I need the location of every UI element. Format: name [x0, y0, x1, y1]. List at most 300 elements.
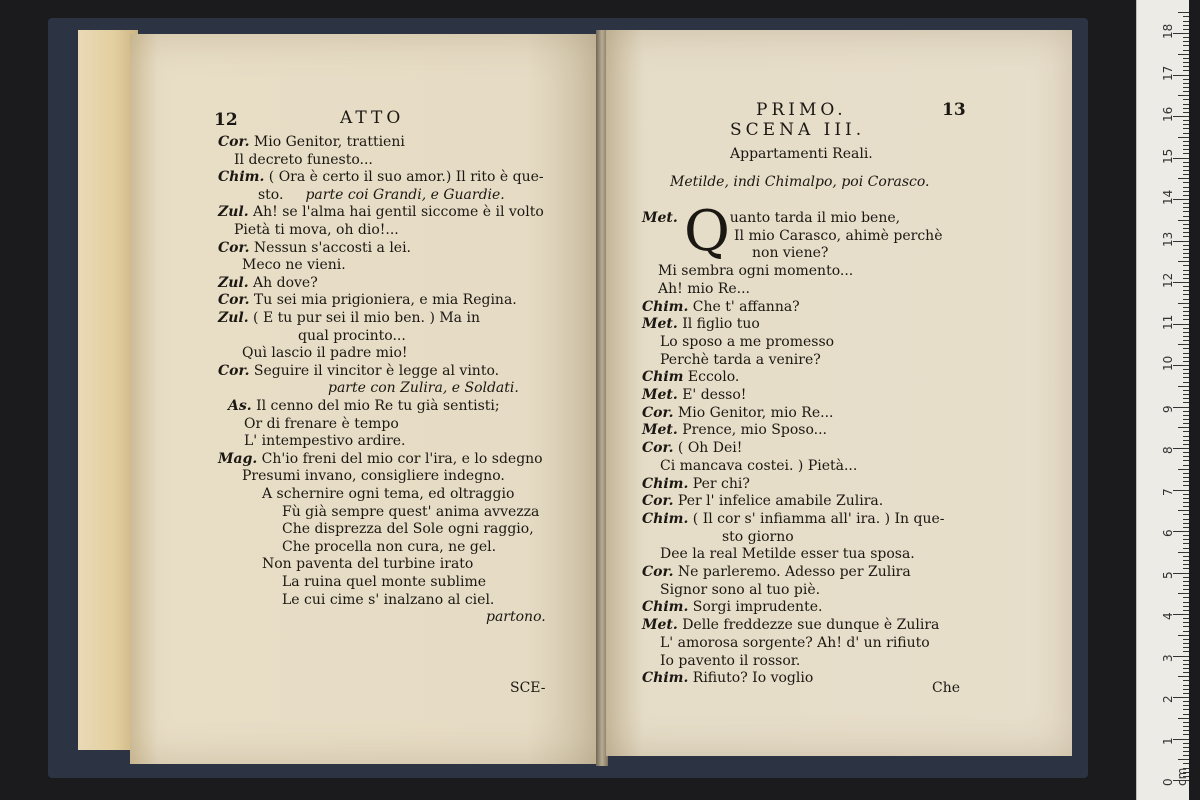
ruler-tick [1183, 50, 1189, 51]
ruler-tick [1183, 373, 1189, 374]
speaker-name: Chim. [642, 670, 689, 687]
ruler-tick [1183, 348, 1189, 349]
line-text: sto giorno [722, 528, 794, 545]
ruler-tick [1183, 622, 1189, 623]
text-line [218, 204, 544, 220]
page-number: 13 [942, 100, 966, 120]
text-line [218, 275, 318, 291]
text-line [242, 257, 346, 273]
ruler-tick [1183, 58, 1189, 59]
ruler-label: 1 [1161, 736, 1175, 745]
ruler-tick [1183, 207, 1189, 208]
line-text: Che t' affanna? [688, 298, 800, 315]
ruler-tick [1183, 299, 1189, 300]
ruler-tick [1183, 315, 1189, 316]
ruler-tick [1183, 606, 1189, 607]
ruler-label: 14 [1161, 189, 1175, 205]
ruler-tick [1178, 427, 1189, 428]
speaker-name: Cor. [218, 239, 250, 256]
speaker-name: Chim. [642, 510, 689, 527]
line-text: Mio Genitor, mio Re... [673, 404, 834, 421]
ruler-tick [1183, 664, 1189, 665]
ruler-tick [1183, 83, 1189, 84]
text-line [660, 635, 930, 651]
ruler-tick [1183, 357, 1189, 358]
speaker-name: Met. [642, 617, 678, 634]
text-line [642, 511, 945, 527]
ruler-label: 12 [1161, 272, 1175, 288]
line-text: Pietà ti mova, oh dio!... [234, 222, 399, 238]
ruler-tick [1183, 166, 1189, 167]
ruler-tick [1183, 224, 1189, 225]
text-line [642, 316, 760, 332]
ruler-tick [1183, 257, 1189, 258]
line-text: Che disprezza del Sole ogni raggio, [282, 521, 534, 538]
ruler-tick [1183, 91, 1189, 92]
ruler-tick [1183, 626, 1189, 627]
ruler-tick [1173, 282, 1189, 283]
speaker-name: As. [228, 398, 252, 414]
text-line [642, 387, 746, 403]
line-text: Ci mancava costei. ) Pietà... [660, 457, 858, 474]
line-text: Sorgi imprudente. [688, 599, 823, 616]
ruler-tick [1183, 527, 1189, 528]
ruler-tick [1183, 16, 1189, 17]
ruler-tick [1183, 141, 1189, 142]
line-text: Seguire il vincitor è legge al vinto. [249, 362, 500, 379]
ruler-tick [1183, 705, 1189, 706]
line-text: Il mio Carasco, ahimè perchè [734, 227, 943, 244]
right-page [606, 30, 1072, 756]
ruler-tick [1183, 228, 1189, 229]
line-text: ( Oh Dei! [673, 440, 743, 457]
ruler-tick [1183, 112, 1189, 113]
ruler-tick [1183, 502, 1189, 503]
text-line [642, 670, 813, 686]
speaker-name: Met. [642, 316, 678, 333]
ruler-tick [1183, 539, 1189, 540]
line-text: ( E tu pur sei il mio ben. ) Ma in [248, 310, 480, 326]
text-line [658, 263, 853, 279]
ruler-label: 8 [1161, 446, 1175, 454]
ruler-label: 7 [1161, 487, 1175, 496]
text-line [262, 486, 514, 502]
text-line [228, 398, 500, 414]
ruler-label: 18 [1161, 23, 1175, 39]
ruler-tick [1183, 195, 1189, 196]
ruler-tick [1183, 319, 1189, 320]
ruler-tick [1183, 41, 1189, 42]
ruler-tick [1183, 133, 1189, 134]
line-text: Eccolo. [683, 369, 740, 386]
ruler-tick [1183, 423, 1189, 424]
ruler-tick [1183, 419, 1189, 420]
ruler-tick [1178, 178, 1189, 179]
ruler-tick [1178, 718, 1189, 719]
ruler-tick [1183, 548, 1189, 549]
text-line [218, 451, 543, 467]
ruler-tick [1183, 577, 1189, 578]
text-line [244, 433, 406, 449]
ruler-tick [1183, 25, 1189, 26]
line-text: non viene? [752, 245, 829, 262]
ruler-tick [1173, 324, 1189, 325]
text-line [660, 334, 834, 350]
ruler-tick [1183, 440, 1189, 441]
line-text: Ne parleremo. Adesso per Zulira [673, 564, 911, 580]
line-text: Presumi invano, consigliere indegno. [242, 468, 505, 485]
ruler-label: 9 [1161, 404, 1175, 413]
ruler-tick [1173, 614, 1189, 615]
line-text: Dee la real Metilde esser tua sposa. [660, 546, 915, 563]
ruler-tick [1183, 70, 1189, 71]
ruler-tick [1183, 730, 1189, 731]
ruler-tick [1173, 365, 1189, 366]
ruler-tick [1183, 104, 1189, 105]
text-line [642, 405, 833, 421]
drop-cap: Q [684, 199, 730, 264]
ruler-tick [1178, 220, 1189, 221]
ruler-tick [1183, 153, 1189, 154]
speaker-name: Chim. [218, 169, 265, 186]
text-line [244, 416, 399, 432]
ruler-tick [1183, 444, 1189, 445]
ruler-tick [1183, 460, 1189, 461]
text-line [234, 152, 373, 168]
speaker-name: Chim [642, 369, 684, 386]
ruler-tick [1183, 415, 1189, 416]
line-text: Nessun s'accosti a lei. [249, 239, 412, 256]
ruler-tick [1183, 543, 1189, 544]
ruler-tick [1183, 618, 1189, 619]
ruler-tick [1183, 456, 1189, 457]
ruler-tick [1183, 286, 1189, 287]
ruler-label: 6 [1161, 529, 1175, 537]
ruler-tick [1178, 469, 1189, 470]
line-text: sto. [258, 186, 284, 203]
ruler-tick [1183, 701, 1189, 702]
ruler-tick [1183, 535, 1189, 536]
ruler-tick [1183, 311, 1189, 312]
ruler-tick [1183, 714, 1189, 715]
ruler-tick [1173, 490, 1189, 491]
line-text: Mi sembra ogni momento... [658, 263, 854, 280]
ruler-tick [1183, 149, 1189, 150]
text-line [752, 245, 828, 261]
text-line [242, 468, 505, 484]
ruler-tick [1183, 506, 1189, 507]
line-text: Non paventa del turbine irato [262, 556, 474, 573]
ruler-tick [1178, 552, 1189, 553]
running-header: ATTO [340, 108, 405, 128]
text-line [658, 281, 750, 297]
ruler-tick [1178, 676, 1189, 677]
text-line [218, 240, 411, 256]
ruler-tick [1183, 232, 1189, 233]
text-line [234, 222, 399, 238]
ruler-tick [1178, 12, 1189, 13]
text-line [298, 328, 406, 344]
ruler-tick [1183, 128, 1189, 129]
ruler-tick [1183, 519, 1189, 520]
text-line [642, 564, 911, 580]
ruler-tick [1183, 685, 1189, 686]
ruler-tick [1173, 116, 1189, 117]
stage-direction: partono. [486, 609, 546, 626]
ruler-tick [1183, 294, 1189, 295]
ruler-tick [1183, 236, 1189, 237]
line-text: ( Il cor s' infiamma all' ira. ) In que- [688, 510, 945, 527]
ruler-tick [1183, 734, 1189, 735]
ruler-tick [1183, 265, 1189, 266]
ruler-tick [1183, 187, 1189, 188]
line-text: L' intempestivo ardire. [244, 433, 406, 450]
text-line [642, 617, 939, 633]
catchword: Che [932, 680, 961, 696]
catchword: SCE- [510, 680, 546, 696]
line-text: Ch'io freni del mio cor l'ira, e lo sdegno [257, 450, 543, 467]
line-text: L' amorosa sorgente? Ah! d' un rifiuto [660, 634, 930, 651]
ruler-tick [1183, 66, 1189, 67]
flyleaf-edge [78, 30, 138, 750]
ruler-tick [1173, 448, 1189, 449]
text-line [660, 352, 821, 368]
text-line [282, 592, 494, 608]
ruler-tick [1183, 211, 1189, 212]
ruler-tick [1183, 274, 1189, 275]
speaker-name: Chim. [642, 298, 689, 315]
ruler-tick [1183, 436, 1189, 437]
ruler-tick [1183, 755, 1189, 756]
line-text: Ah dove? [248, 274, 318, 291]
ruler-tick [1183, 672, 1189, 673]
line-text: A schernire ogni tema, ed oltraggio [262, 486, 515, 502]
line-text: Io pavento il rossor. [660, 652, 801, 669]
text-line [282, 574, 486, 590]
ruler-tick [1183, 203, 1189, 204]
line-text: Ah! se l'alma hai gentil siccome è il volto [248, 204, 544, 221]
ruler-tick [1183, 340, 1189, 341]
text-line [642, 299, 800, 315]
ruler-tick [1183, 743, 1189, 744]
ruler-tick [1178, 303, 1189, 304]
text-line [486, 609, 546, 625]
line-text: Tu sei mia prigioniera, e mia Regina. [249, 292, 517, 309]
text-line [642, 210, 900, 226]
ruler-label: 5 [1161, 570, 1175, 579]
ruler-tick [1183, 477, 1189, 478]
text-line [218, 134, 405, 150]
ruler-tick [1183, 560, 1189, 561]
ruler-tick [1183, 747, 1189, 748]
text-line [734, 228, 942, 244]
line-text: Fù già sempre quest' anima avvezza [282, 503, 540, 520]
speaker-name: Met. [642, 387, 678, 403]
speaker-name: Mag. [218, 450, 258, 467]
ruler-tick [1183, 377, 1189, 378]
ruler-tick [1183, 602, 1189, 603]
ruler-tick [1183, 660, 1189, 661]
speaker-name: Chim. [642, 599, 689, 616]
stage-direction: parte con Zulira, e Soldati. [328, 380, 519, 397]
text-line [262, 556, 473, 572]
ruler-tick [1173, 656, 1189, 657]
speaker-name: Cor. [642, 493, 674, 510]
ruler-tick [1183, 270, 1189, 271]
speaker-name: Cor. [218, 134, 250, 150]
line-text: Perchè tarda a venire? [660, 351, 821, 368]
ruler-tick [1183, 452, 1189, 453]
line-text: Signor sono al tuo piè. [660, 581, 821, 598]
ruler-tick [1178, 261, 1189, 262]
ruler-tick [1183, 382, 1189, 383]
ruler-tick [1183, 216, 1189, 217]
line-text: Quì lascio il padre mio! [242, 345, 408, 362]
ruler-tick [1183, 21, 1189, 22]
ruler-tick [1183, 361, 1189, 362]
speaker-name: Cor. [642, 404, 674, 421]
ruler-tick [1178, 137, 1189, 138]
ruler-tick [1183, 481, 1189, 482]
line-text: Il figlio tuo [677, 316, 760, 333]
ruler-tick [1183, 62, 1189, 63]
line-text: La ruina quel monte sublime [282, 574, 487, 590]
line-text: uanto tarda il mio bene, [729, 210, 901, 226]
ruler-tick [1183, 328, 1189, 329]
line-text: Rifiuto? Io voglio [688, 670, 814, 687]
scene-setting: Appartamenti Reali. [730, 146, 873, 162]
ruler-tick [1183, 162, 1189, 163]
ruler-tick [1183, 431, 1189, 432]
ruler-tick [1183, 398, 1189, 399]
ruler-tick [1178, 593, 1189, 594]
ruler-tick [1183, 722, 1189, 723]
text-line [642, 422, 827, 438]
stage-direction: parte coi Grandi, e Guardie. [305, 186, 505, 203]
ruler-tick [1173, 407, 1189, 408]
speaker-name: Cor. [218, 362, 250, 379]
text-line [242, 345, 408, 361]
ruler-tick [1183, 45, 1189, 46]
ruler-tick [1183, 369, 1189, 370]
ruler-tick [1183, 585, 1189, 586]
line-text: Ah! mio Re... [658, 280, 751, 297]
ruler-tick [1183, 693, 1189, 694]
ruler-tick [1183, 170, 1189, 171]
ruler-tick [1183, 485, 1189, 486]
ruler-tick [1173, 241, 1189, 242]
ruler-tick [1183, 124, 1189, 125]
ruler-tick [1183, 332, 1189, 333]
ruler-tick [1183, 402, 1189, 403]
ruler-tick [1183, 253, 1189, 254]
text-line [282, 504, 539, 520]
text-line [722, 529, 794, 545]
ruler-label: 3 [1161, 653, 1175, 662]
ruler-label: 11 [1161, 314, 1175, 330]
ruler-tick [1178, 95, 1189, 96]
ruler-tick [1183, 120, 1189, 121]
ruler-tick [1183, 564, 1189, 565]
line-text: Le cui cime s' inalzano al ciel. [282, 591, 495, 608]
line-text: Che procella non cura, ne gel. [282, 538, 497, 555]
line-text: Il cenno del mio Re tu già sentisti; [251, 398, 500, 414]
ruler-label: 13 [1161, 231, 1175, 247]
ruler-tick [1173, 199, 1189, 200]
ruler-tick [1183, 651, 1189, 652]
text-line [660, 458, 857, 474]
ruler-tick [1183, 568, 1189, 569]
speaker-name: Zul. [218, 310, 249, 326]
ruler-label: 0 cm [1161, 767, 1189, 786]
line-text: Lo sposo a me promesso [660, 333, 835, 350]
ruler-tick [1183, 631, 1189, 632]
text-line [218, 310, 480, 326]
text-line [642, 476, 750, 492]
ruler-tick [1183, 494, 1189, 495]
line-text: E' desso! [677, 387, 747, 403]
scene-characters: Metilde, indi Chimalpo, poi Corasco. [670, 174, 930, 190]
speaker-name: Zul. [218, 274, 249, 291]
ruler-tick [1183, 610, 1189, 611]
line-text: Per l' infelice amabile Zulira. [673, 493, 884, 510]
text-line [660, 653, 800, 669]
speaker-name: Met. [642, 210, 678, 226]
ruler-tick [1183, 278, 1189, 279]
text-line [218, 292, 517, 308]
ruler-tick [1183, 751, 1189, 752]
text-line [282, 521, 534, 537]
ruler-tick [1183, 643, 1189, 644]
line-text: Delle freddezze sue dunque è Zulira [677, 617, 940, 634]
ruler-label: 16 [1161, 106, 1175, 122]
ruler-tick [1173, 573, 1189, 574]
speaker-name: Cor. [218, 292, 250, 309]
ruler-tick [1183, 589, 1189, 590]
ruler-tick [1183, 336, 1189, 337]
ruler-tick [1183, 498, 1189, 499]
ruler-tick [1183, 465, 1189, 466]
ruler-tick [1183, 37, 1189, 38]
text-line [642, 493, 883, 509]
speaker-name: Met. [642, 422, 678, 439]
ruler-label: 17 [1161, 65, 1175, 81]
ruler-tick [1183, 79, 1189, 80]
ruler-tick [1173, 75, 1189, 76]
ruler-tick [1173, 33, 1189, 34]
ruler-tick [1178, 54, 1189, 55]
speaker-name: Chim. [642, 475, 689, 492]
ruler-tick [1173, 158, 1189, 159]
ruler-tick [1183, 245, 1189, 246]
ruler-tick [1173, 739, 1189, 740]
ruler-tick [1183, 726, 1189, 727]
ruler-tick [1183, 514, 1189, 515]
text-line [642, 599, 822, 615]
scene-title: SCENA III. [730, 120, 866, 140]
ruler-tick [1178, 635, 1189, 636]
text-line [258, 187, 505, 203]
speaker-name: Zul. [218, 204, 249, 221]
text-line [328, 380, 519, 396]
ruler-tick [1183, 145, 1189, 146]
ruler-tick [1183, 581, 1189, 582]
ruler-label: 4 [1161, 612, 1175, 620]
ruler-tick [1183, 411, 1189, 412]
page-number: 12 [214, 110, 238, 130]
ruler-tick [1183, 473, 1189, 474]
ruler-tick [1183, 668, 1189, 669]
